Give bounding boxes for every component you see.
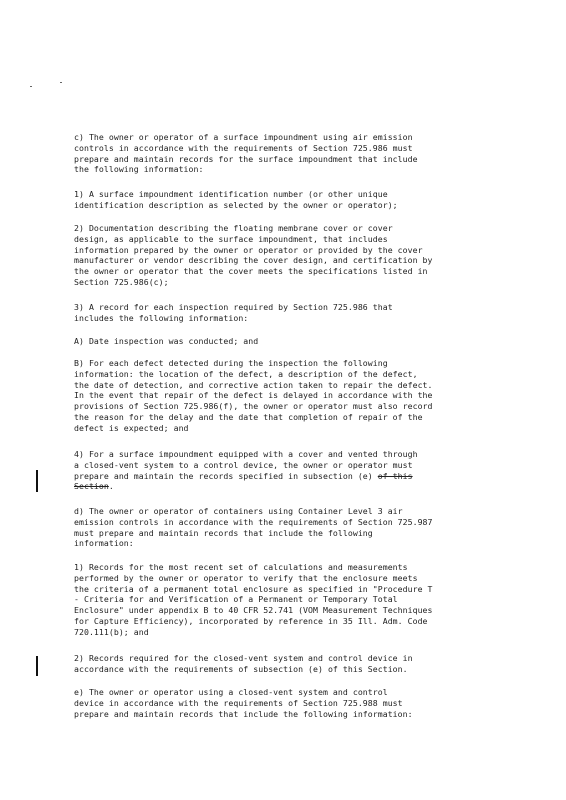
change-bar (36, 656, 38, 676)
scan-mark (60, 82, 62, 83)
paragraph-c1: 1) A surface impoundment identification number (or other unique identification description as selected by the owner or operator); (74, 189, 398, 210)
deleted-text: of this Section (74, 470, 413, 492)
paragraph-d: d) The owner or operator of containers using Container Level 3 air emission controls in accordance with the requirements of Section 725.987 must prepare and maintain records that include the following information: (74, 506, 433, 549)
paragraph-c3a: A) Date inspection was conducted; and (74, 336, 259, 346)
paragraph-c4-end: . (108, 481, 114, 492)
paragraph-d2: 2) Records required for the closed-vent system and control device in accordance with the requirements of subsection (e) of this Section. (74, 653, 413, 674)
paragraph-e: e) The owner or operator using a closed-vent system and control device in accordance with the requirements of Section 725.988 must prepare and maintain records that include the following information: (74, 687, 413, 719)
paragraph-c4-text: 4) For a surface impoundment equipped with a cover and vented through a closed-vent system to a control device, the owner or operator must prepare and maintain the records specified in subsection (e) (74, 449, 418, 481)
paragraph-c4 (74, 449, 510, 492)
paragraph-c3: 3) A record for each inspection required by Section 725.986 that includes the following information: (74, 302, 393, 323)
change-bar (36, 470, 38, 492)
paragraph-d1: 1) Records for the most recent set of calculations and measurements performed by the owner or operator to verify that the enclosure meets the criteria of a permanent total enclosure as specified in "Procedure T - Criteria for and Verification of a Permanent or Temporary Total Enclosure" under appendix B to 40 CFR 52.741 (VOM Measurement Techniques for Capture Efficiency), incorporated by reference in 35 Ill. Adm. Code 720.111(b); and (74, 562, 433, 637)
paragraph-c3b: B) For each defect detected during the inspection the following information: the location of the defect, a description of the defect, the date of detection, and corrective action taken to repair the defect. In the event that repair of the defect is delayed in accordance with the provisions of Section 725.986(f), the owner or operator must also record the reason for the delay and the date that completion of repair of the defect is expected; and (74, 358, 433, 433)
paragraph-c: c) The owner or operator of a surface impoundment using air emission controls in accordance with the requirements of Section 725.986 must prepare and maintain records for the surface impoundment that include the following information: (74, 132, 418, 175)
scan-mark (30, 86, 32, 87)
paragraph-c2: 2) Documentation describing the floating membrane cover or cover design, as applicable to the surface impoundment, that includes information prepared by the owner or operator or provided by the cover manufacturer or vendor describing the cover design, and certification by the owner or operator that the cover meets the specifications listed in Section 725.986(c); (74, 223, 433, 287)
